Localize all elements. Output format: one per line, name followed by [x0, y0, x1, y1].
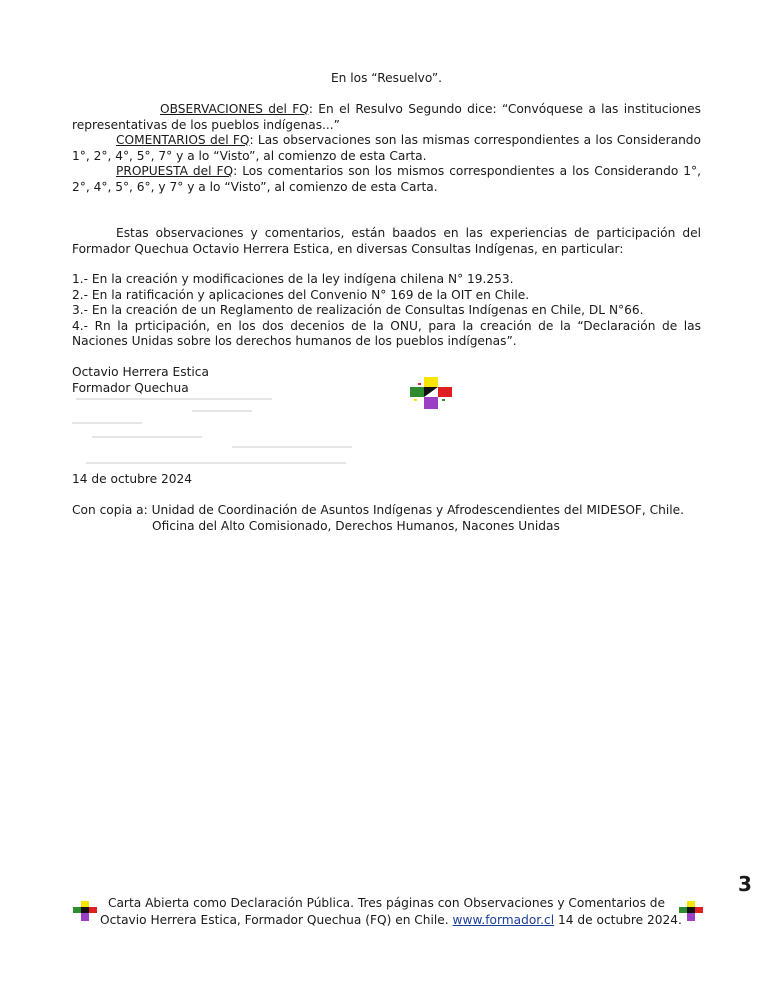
signature-name: Octavio Herrera Estica — [72, 365, 209, 379]
copy-line-2: Oficina del Alto Comisionado, Derechos Humanos, Nacones Unidas — [152, 518, 560, 533]
section-heading: En los “Resuelvo”. — [330, 71, 443, 85]
footer-text: Octavio Herrera Estica, Formador Quechua (FQ) en Chile. — [100, 913, 453, 927]
list-item: 1.- En la creación y modificaciones de la ley indígena chilena N° 19.253. — [72, 272, 514, 286]
footer-date: 14 de octubre 2024. — [554, 913, 682, 927]
comentarios-text: : Las observaciones son las mismas correspondientes a los Considerando 1°, 2°, 4°, 5°, 7° y a lo “Visto”, al comienzo de esta Carta. — [72, 133, 701, 163]
website-link[interactable]: www.formador.cl — [452, 913, 555, 927]
copy-recipients — [72, 503, 684, 534]
signature-scribble — [72, 396, 352, 468]
page-number: 3 — [738, 872, 752, 896]
footer-line-2 — [100, 912, 682, 929]
letter-date: 14 de octubre 2024 — [72, 472, 193, 486]
signature-block — [72, 365, 209, 396]
comentarios-label: COMENTARIOS del FQ — [116, 133, 250, 147]
formador-quechua-logo-icon — [406, 369, 456, 415]
comentarios-paragraph — [72, 133, 701, 164]
observaciones-text: : En el Resulvo Segundo dice: “Convóquese a las instituciones representativas de los pueblos indígenas...” — [72, 102, 701, 132]
footer-logo-left-icon — [70, 898, 100, 926]
participation-list — [72, 272, 701, 350]
list-item: 3.- En la creación de un Reglamento de realización de Consultas Indígenas en Chile, DL N°66. — [72, 303, 644, 317]
page-footer — [100, 895, 682, 929]
observaciones-label: OBSERVACIONES del FQ — [160, 102, 309, 116]
propuesta-text: : Los comentarios son los mismos correspondientes a los Considerando 1°, 2°, 4°, 5°, 6°, y 7° y a lo “Visto”, al comienzo de esta Carta. — [72, 164, 701, 194]
footer-line-1: Carta Abierta como Declaración Pública. Tres páginas con Observaciones y Comentarios de — [107, 896, 666, 910]
signature-title: Formador Quechua — [72, 380, 189, 395]
list-item: 4.- Rn la prticipación, en los dos decenios de la ONU, para la creación de la “Declaración de las Naciones Unidas sobre los derechos humanos de los pueblos indígenas”. — [72, 318, 701, 348]
copy-line-1: Con copia a: Unidad de Coordinación de Asuntos Indígenas y Afrodescendientes del MIDESOF, Chile. — [72, 503, 685, 517]
intro-paragraph: Estas observaciones y comentarios, están baados en las experiencias de participación del Formador Quechua Octavio Herrera Estica, en diversas Consultas Indígenas, en particular: — [72, 226, 701, 256]
propuesta-label: PROPUESTA del FQ — [116, 164, 234, 178]
list-item: 2.- En la ratificación y aplicaciones del Convenio N° 169 de la OIT en Chile. — [72, 287, 530, 302]
observaciones-paragraph — [72, 102, 701, 133]
propuesta-paragraph — [72, 164, 701, 195]
